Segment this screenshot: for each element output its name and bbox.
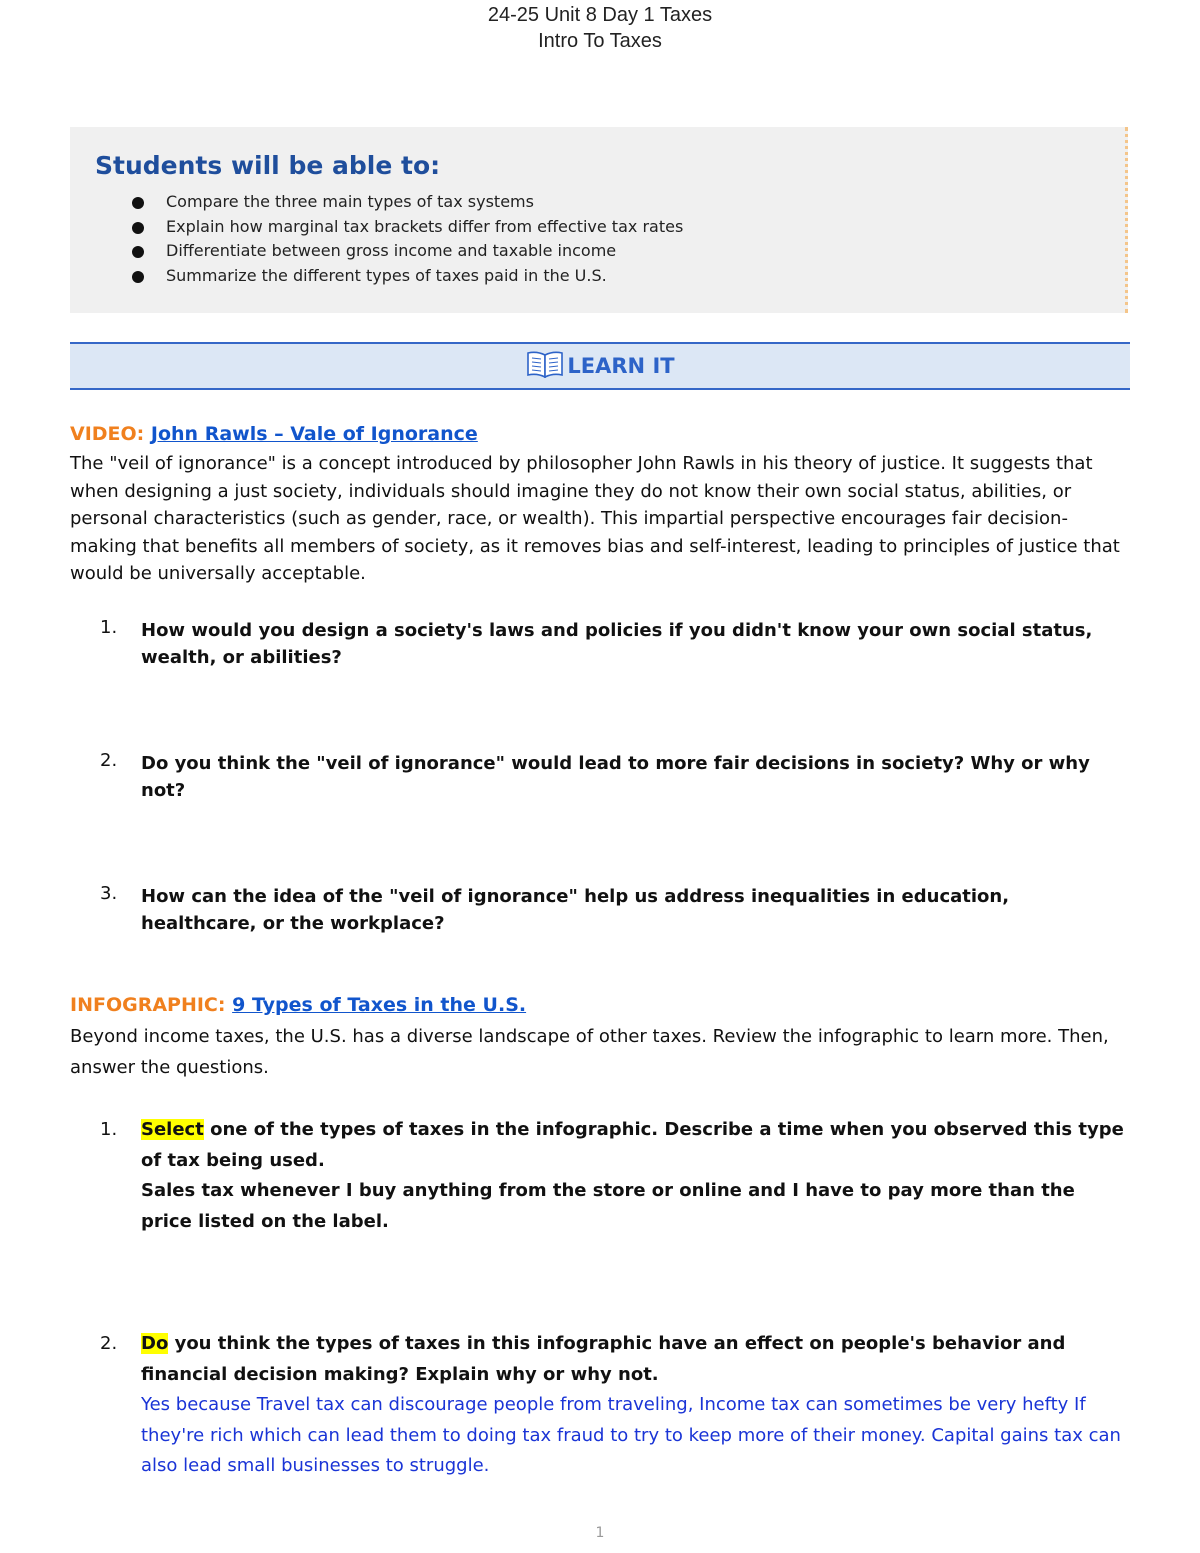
objective-text: Differentiate between gross income and taxable income	[166, 241, 617, 260]
video-question-1	[100, 617, 1130, 671]
question-text: Do you think the "veil of ignorance" would lead to more fair decisions in society? Why or why not?	[141, 753, 1090, 801]
highlighted-word: Select	[141, 1119, 204, 1140]
question-number: 2.	[100, 1333, 118, 1354]
answer-text[interactable]: Yes because Travel tax can discourage people from traveling, Income tax can sometimes be very hefty If they're rich which can lead them to doing tax fraud to try to keep more of their money. Capital gains tax can also lead small businesses to struggle.	[141, 1394, 1121, 1476]
learn-it-banner	[70, 342, 1130, 390]
objectives-list	[132, 190, 683, 288]
book-icon	[525, 350, 565, 383]
question-text: How can the idea of the "veil of ignorance" help us address inequalities in education, healthcare, or the workplace?	[141, 886, 1010, 934]
infographic-label: INFOGRAPHIC:	[70, 994, 226, 1016]
highlighted-word: Do	[141, 1333, 169, 1354]
question-text	[141, 1329, 1130, 1390]
document-header	[0, 2, 1200, 54]
question-text	[141, 1115, 1130, 1176]
question-text: How would you design a society's laws and policies if you didn't know your own social status, wealth, or abilities?	[141, 620, 1093, 668]
list-item	[132, 264, 683, 289]
objective-text: Compare the three main types of tax systems	[166, 192, 534, 211]
page-number: 1	[595, 1525, 605, 1541]
infographic-question-1	[100, 1115, 1130, 1237]
answer-text[interactable]: Sales tax whenever I buy anything from the store or online and I have to pay more than the price listed on the label.	[141, 1180, 1075, 1232]
video-question-3	[100, 883, 1130, 937]
objective-text: Explain how marginal tax brackets differ from effective tax rates	[166, 216, 684, 236]
objectives-title: Students will be able to:	[95, 151, 441, 180]
objectives-box	[70, 127, 1128, 313]
question-number: 3.	[100, 883, 118, 904]
bullet-icon	[132, 271, 144, 283]
video-question-2	[100, 750, 1130, 804]
question-number: 1.	[100, 1119, 118, 1140]
video-label: VIDEO:	[70, 423, 145, 445]
question-number: 1.	[100, 617, 118, 638]
video-description: The "veil of ignorance" is a concept introduced by philosopher John Rawls in his theory of justice. It suggests that when designing a just society, individuals should imagine they do not know their own social status, abilities, or personal characteristics (such as gender, race, or wealth). This impartial perspective encourages fair decision-making that benefits all members of society, as it removes bias and self-interest, leading to principles of justice that would be universally acceptable.	[70, 453, 1120, 585]
video-heading	[70, 423, 478, 445]
list-item	[132, 239, 683, 264]
question-body: one of the types of taxes in the infographic. Describe a time when you observed this type of tax being used.	[141, 1119, 1124, 1171]
question-body: you think the types of taxes in this infographic have an effect on people's behavior and financial decision making? Explain why or why not.	[141, 1333, 1066, 1385]
video-link[interactable]: John Rawls – Vale of Ignorance	[150, 423, 478, 445]
learn-it-heading	[525, 350, 674, 383]
infographic-link[interactable]: 9 Types of Taxes in the U.S.	[232, 994, 527, 1016]
document-subtitle: Intro To Taxes	[538, 30, 662, 52]
bullet-icon	[132, 246, 144, 258]
learn-it-label: LEARN IT	[567, 354, 675, 378]
question-number: 2.	[100, 750, 118, 771]
bullet-icon	[132, 222, 144, 234]
infographic-question-2	[100, 1329, 1130, 1482]
infographic-description: Beyond income taxes, the U.S. has a diverse landscape of other taxes. Review the infographic to learn more. Then, answer the questions.	[70, 1026, 1109, 1078]
objective-text: Summarize the different types of taxes paid in the U.S.	[166, 265, 607, 285]
infographic-heading	[70, 994, 526, 1016]
document-title: 24-25 Unit 8 Day 1 Taxes	[487, 4, 713, 26]
bullet-icon	[132, 197, 144, 209]
list-item	[132, 190, 683, 215]
list-item	[132, 215, 683, 240]
